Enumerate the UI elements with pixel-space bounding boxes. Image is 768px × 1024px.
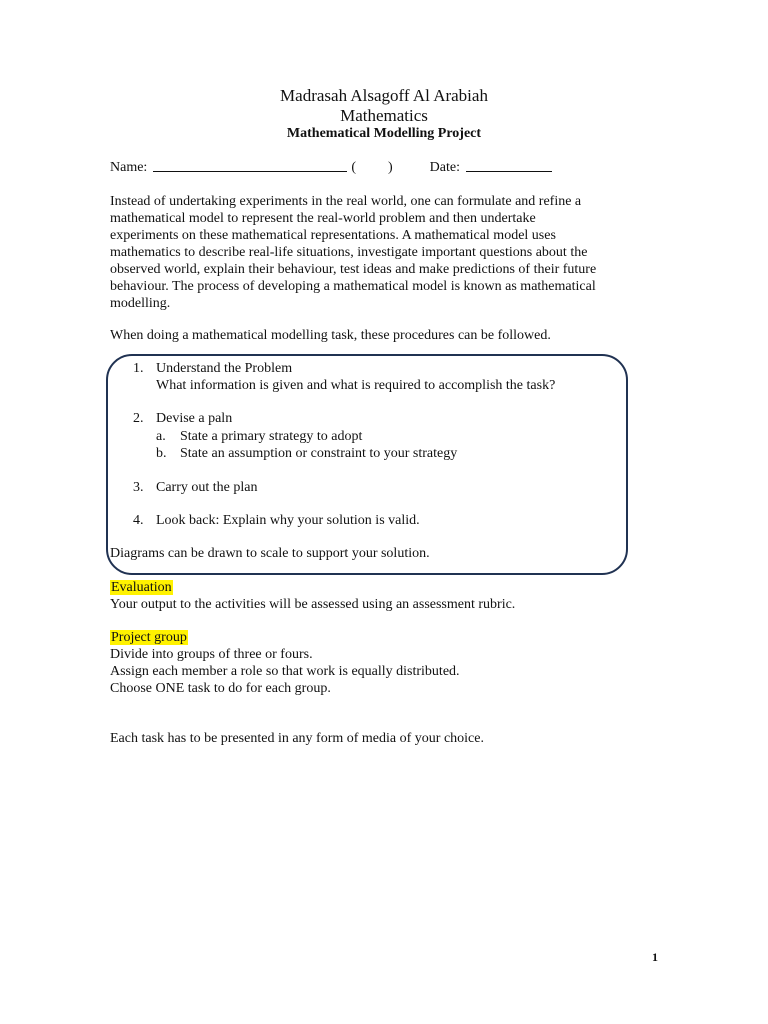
substep-letter: a. <box>156 429 166 444</box>
introduction-line: Instead of undertaking experiments in the real world, one can formulate and refine a <box>110 194 582 209</box>
school-title: Madrasah Alsagoff Al Arabiah <box>280 86 488 105</box>
step-title: Look back: Explain why your solution is valid. <box>156 513 420 528</box>
project-group-heading-highlight: Project group <box>111 630 187 645</box>
substep-text: State an assumption or constraint to your strategy <box>180 446 458 461</box>
diagram-note: Diagrams can be drawn to scale to support your solution. <box>110 546 430 561</box>
name-date-row <box>110 159 670 176</box>
project-group-heading <box>110 629 188 646</box>
presentation-note: Each task has to be presented in any form of media of your choice. <box>110 731 484 746</box>
class-number-close-paren: ) <box>388 160 393 175</box>
project-group-line: Choose ONE task to do for each group. <box>110 681 331 696</box>
substep-letter: b. <box>156 446 167 461</box>
evaluation-heading <box>110 579 173 596</box>
class-number-open-paren: ( <box>351 160 356 175</box>
project-title: Mathematical Modelling Project <box>286 126 482 141</box>
introduction-line: mathematical model to represent the real-world problem and then undertake <box>110 211 536 226</box>
date-blank-line <box>466 159 552 172</box>
step-number: 3. <box>133 480 144 495</box>
step-title: Carry out the plan <box>156 480 258 495</box>
introduction-paragraph <box>110 193 660 312</box>
evaluation-heading-highlight: Evaluation <box>111 580 172 595</box>
introduction-line: behaviour. The process of developing a mathematical model is known as mathematical <box>110 279 596 294</box>
step-number: 4. <box>133 513 144 528</box>
step-title: Understand the Problem <box>156 361 293 376</box>
introduction-line: observed world, explain their behaviour, test ideas and make predictions of their future <box>110 262 597 277</box>
name-label: Name: <box>110 160 148 175</box>
introduction-line: experiments on these mathematical representations. A mathematical model uses <box>110 228 556 243</box>
evaluation-text: Your output to the activities will be assessed using an assessment rubric. <box>110 597 516 612</box>
procedure-intro: When doing a mathematical modelling task, these procedures can be followed. <box>110 328 551 343</box>
project-group-line: Divide into groups of three or fours. <box>110 647 313 662</box>
step-number: 1. <box>133 361 144 376</box>
date-label: Date: <box>429 160 460 175</box>
step-detail: What information is given and what is required to accomplish the task? <box>156 378 556 393</box>
subject-title: Mathematics <box>340 106 428 125</box>
substep-text: State a primary strategy to adopt <box>180 429 363 444</box>
step-title: Devise a paln <box>156 411 233 426</box>
introduction-line: mathematics to describe real-life situations, investigate important questions about the <box>110 245 588 260</box>
step-number: 2. <box>133 411 144 426</box>
introduction-line: modelling. <box>110 296 171 311</box>
page-number: 1 <box>652 950 658 964</box>
project-group-line: Assign each member a role so that work is equally distributed. <box>110 664 460 679</box>
name-blank-line <box>153 159 347 172</box>
